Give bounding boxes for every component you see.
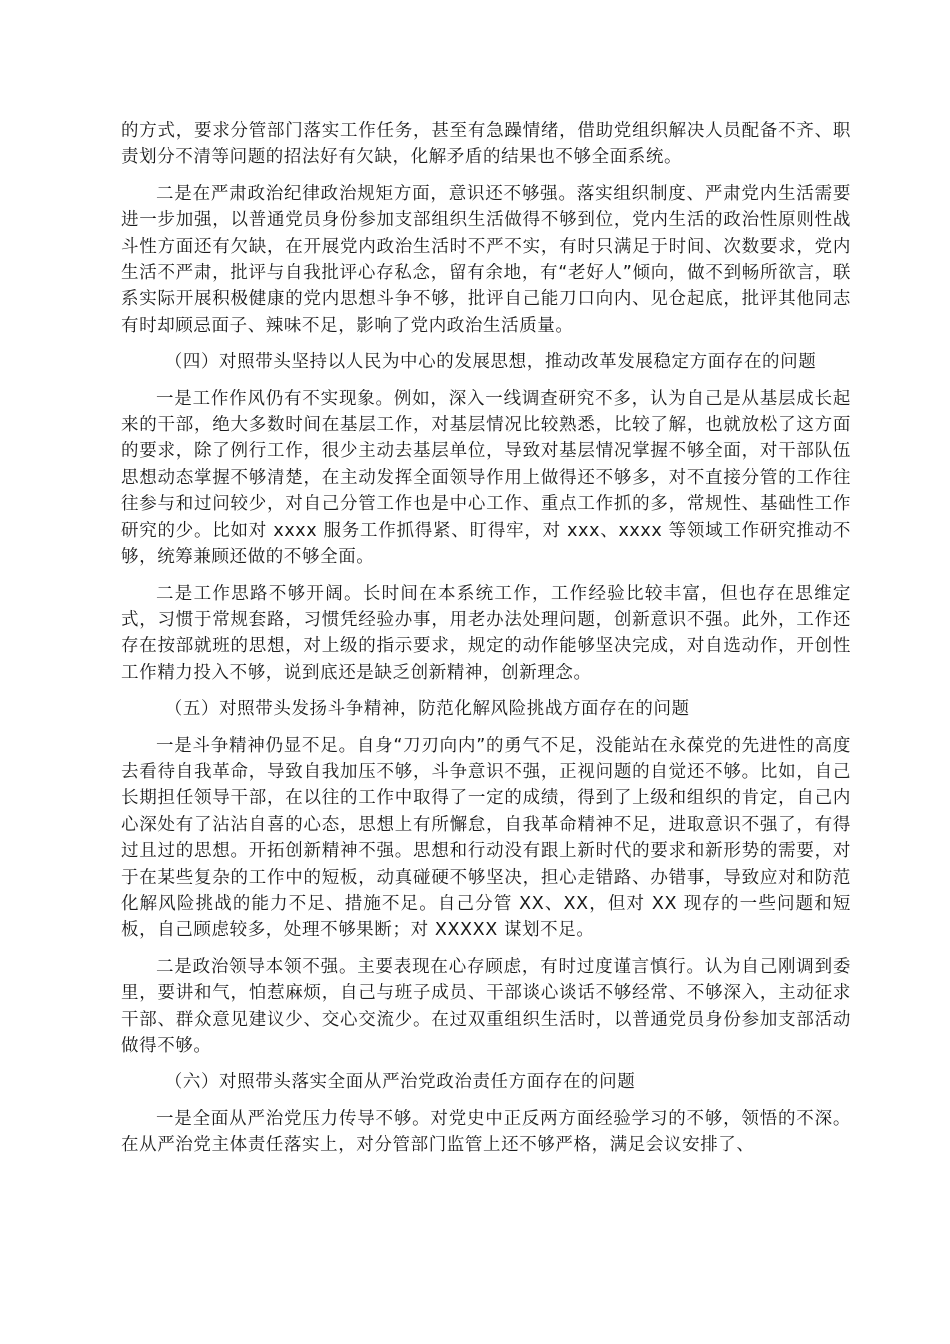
section-heading-6: （六）对照带头落实全面从严治党政治责任方面存在的问题 [164,1072,636,1093]
paragraph-political-discipline: 二是在严肃政治纪律政治规矩方面，意识还不够强。落实组织制度、严肃党内生活需要进一步加强，以普通党员身份参加支部组织生活做得不够到位，党内生活的政治性原则性战斗性方面还有欠缺，在开展党内政治生活时不严不实，有时只满足于时间、次数要求，党内生活不严肃，批评与自我批评心存私念，留有余地，有“老好人”倾向，做不到畅所欲言，联系实际开展积极健康的党内思想斗争不够，批评自己能刀口向内、见仓起底，批评其他同志有时却顾忌面子、辣味不足，影响了党内政治生活质量。 [121,183,851,336]
document-body [121,118,851,1169]
paragraph-political-leadership: 二是政治领导本领不强。主要表现在心存顾虑，有时过度谨言慎行。认为自己刚调到委里，要讲和气，怕惹麻烦，自己与班子成员、干部谈心谈话不够经常、不够深入，主动征求干部、群众意见建议少、交心交流少。在过双重组织生活时，以普通党员身份参加支部活动做得不够。 [121,956,851,1056]
paragraph-party-governance: 一是全面从严治党压力传导不够。对党史中正反两方面经验学习的不够，领悟的不深。在从严治党主体责任落实上，对分管部门监管上还不够严格，满足会议安排了、 [121,1108,851,1156]
paragraph-struggle-spirit: 一是斗争精神仍显不足。自身“刀刃向内”的勇气不足，没能站在永葆党的先进性的高度去看待自我革命，导致自我加压不够，斗争意识不强，正视问题的自觉还不够。比如，自己长期担任领导干部，在以往的工作中取得了一定的成绩，得到了上级和组织的肯定，自己内心深处有了沾沾自喜的心态，思想上有所懈怠，自我革命精神不足，进取意识不强了，有得过且过的思想。开拓创新精神不强。思想和行动没有跟上新时代的要求和新形势的需要，对于在某些复杂的工作中的短板，动真碰硬不够坚决，担心走错路、办错事，导致应对和防范化解风险挑战的能力不足、措施不足。自己分管 XX、XX，但对 XX 现存的一些问题和短板，自己顾虑较多，处理不够果断；对 XXXXX 谋划不足。 [121,735,851,941]
paragraph-continuation: 的方式，要求分管部门落实工作任务，甚至有急躁情绪，借助党组织解决人员配备不齐、职责划分不清等问题的招法好有欠缺，化解矛盾的结果也不够全面系统。 [121,121,851,168]
section-heading-5: （五）对照带头发扬斗争精神，防范化解风险挑战方面存在的问题 [164,699,690,720]
section-heading-4: （四）对照带头坚持以人民为中心的发展思想，推动改革发展稳定方面存在的问题 [164,352,817,373]
paragraph-work-thinking: 二是工作思路不够开阔。长时间在本系统工作，工作经验比较丰富，但也存在思维定式，习惯于常规套路，习惯凭经验办事，用老办法处理问题，创新意识不强。此外，工作还存在按部就班的思想，对上级的指示要求，规定的动作能够坚决完成，对自选动作，开创性工作精力投入不够，说到底还是缺乏创新精神，创新理念。 [121,583,851,683]
paragraph-work-style: 一是工作作风仍有不实现象。例如，深入一线调查研究不多，认为自己是从基层成长起来的干部，绝大多数时间在基层工作，对基层情况比较熟悉，比较了解，也就放松了这方面的要求，除了例行工作，很少主动去基层单位，导致对基层情况掌握不够全面，对干部队伍思想动态掌握不够清楚，在主动发挥全面领导作用上做得还不够多，对不直接分管的工作往往参与和过问较少，对自己分管工作也是中心工作、重点工作抓的多，常规性、基础性工作研究的少。比如对 xxxx 服务工作抓得紧、盯得牢，对 xxx、xxxx 等领域工作研究推动不够，统筹兼顾还做的不够全面。 [121,388,851,568]
